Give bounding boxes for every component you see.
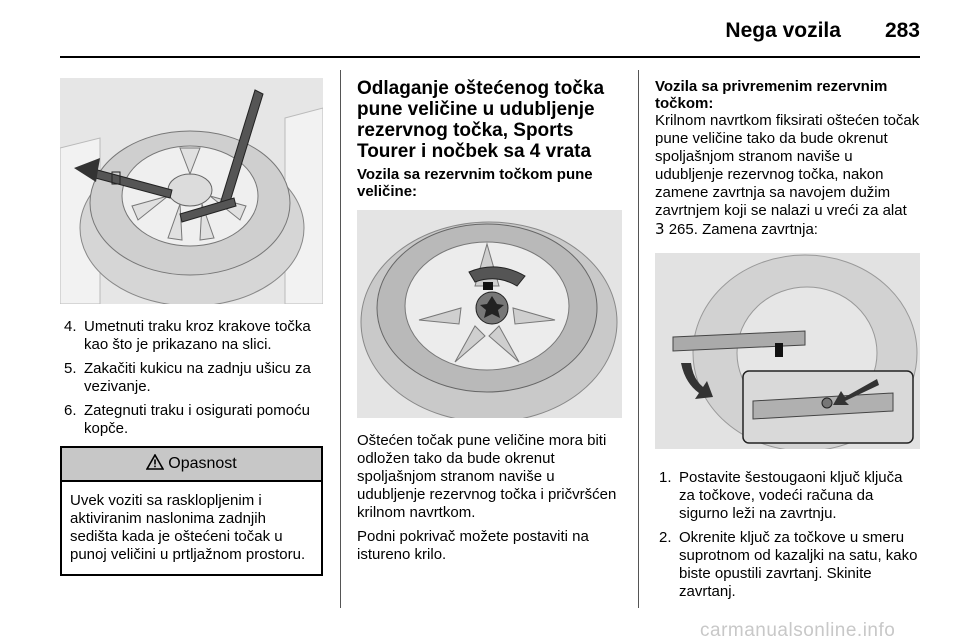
cross-reference[interactable]: 3 265. Zamena zavrtnja: (655, 220, 818, 238)
figure-bolt-replacement (655, 253, 920, 449)
section-subheading: Vozila sa privremenim rezervnim točkom: (655, 78, 888, 112)
section-subheading: Vozila sa rezervnim točkom pune veličine: (357, 166, 593, 200)
danger-header (62, 448, 321, 482)
steps-list-1 (60, 318, 323, 438)
paragraph: Krilnom navrtkom fiksirati oštećen točak pune veličine tako da bude okrenut spoljašnjom stranom naviše u udubljenje rezervnog točka, nakon zamene zavrtnja sa navojem dužim zavrtnjem koji se nalazi u vreći za alat 3 265. Zamena zavrtnja: (655, 112, 920, 238)
steps-list-3 (655, 469, 920, 601)
watermark: carmanualsonline.info (700, 620, 896, 641)
paragraph: Podni pokrivač možete postaviti na istureno krilo. (357, 528, 589, 563)
paragraph: Oštećen točak pune veličine mora biti odložen tako da bude okrenut spoljašnjom stranom naviše u udubljenje rezervnog točka i pričvršćen krilnom navrtkom. (357, 432, 617, 521)
list-item: 6. Zategnuti traku i osigurati pomoću kopče. (64, 402, 310, 437)
list-item: 5. Zakačiti kukicu na zadnju ušicu za vezivanje. (64, 360, 311, 395)
column-3 (655, 62, 920, 607)
warning-triangle-icon (146, 454, 164, 475)
figure-strap-through-wheel (60, 78, 323, 304)
danger-text: Uvek voziti sa rasklopljenim i aktiviranim naslonima zadnjih sedišta kada je oštećeni točak u punoj veličini u prtljažnom prostoru. (70, 492, 306, 563)
header-rule (60, 56, 920, 58)
page-number: 283 (884, 19, 920, 42)
page-reference-icon: 3 (655, 220, 665, 238)
chapter-title: Nega vozila (725, 19, 841, 42)
page-header (725, 14, 920, 48)
list-item: 2. Okrenite ključ za točkove u smeru suprotnom od kazaljki na satu, kako biste opustili zavrtanj. Skinite zavrtanj. (659, 529, 918, 600)
column-2 (357, 62, 622, 564)
column-divider-2 (638, 70, 639, 608)
figure-full-size-wheel-in-well (357, 210, 622, 418)
column-1 (60, 62, 323, 576)
section-heading: Odlaganje oštećenog točka pune veličine u udubljenje rezervnog točka, Sports Tourer i nočbek sa 4 vrata (357, 78, 605, 162)
danger-box (60, 446, 323, 576)
column-divider-1 (340, 70, 341, 608)
list-item: 1. Postavite šestougaoni ključ ključa za točkove, vodeći računa da sigurno leži na zavrtnju. (659, 469, 903, 522)
list-item: 4. Umetnuti traku kroz krakove točka kao što je prikazano na slici. (64, 318, 311, 353)
danger-title: Opasnost (168, 455, 237, 472)
